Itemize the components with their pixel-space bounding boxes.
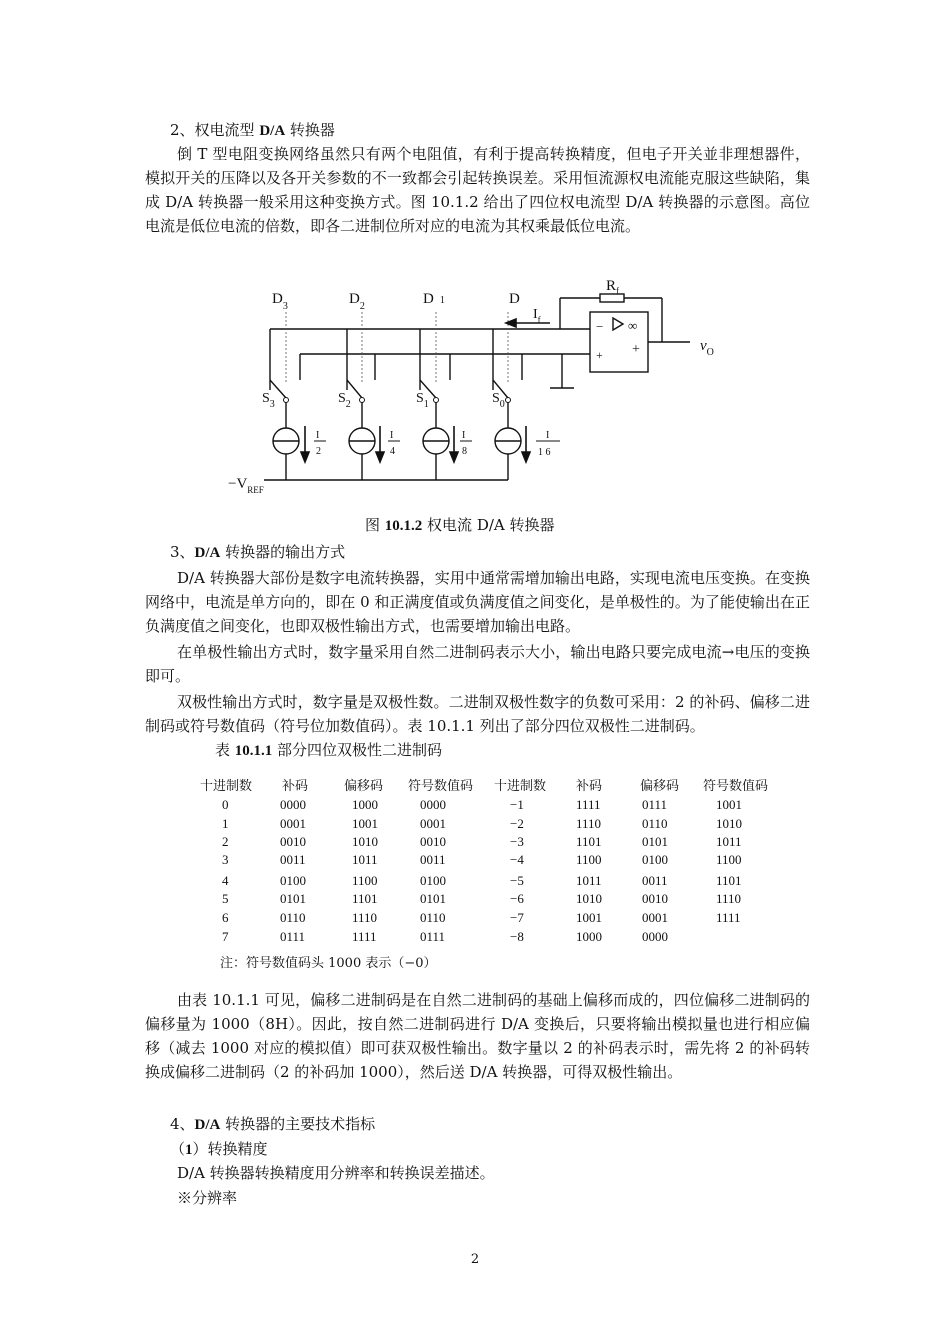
svg-text:8: 8 (462, 446, 467, 457)
table-cell: −7 (510, 910, 524, 925)
section-3-paragraph-3: 双极性输出方式时，数字量是双极性数。二进制双极性数字的负数可采用：2 的补码、偏移二进制码或符号数值码（符号位加数值码）。表 10.1.1 列出了部分四位双极性二进制码。 (145, 693, 810, 735)
table-cell: 0100 (280, 873, 306, 888)
table-cell: 0 (222, 797, 229, 812)
section-4-subheading: （1）转换精度 (170, 1140, 268, 1158)
svg-text:S3: $S_3$ (262, 391, 275, 410)
section-2-paragraph: 倒 T 型电阻变换网络虽然只有两个电阻值，有利于提高转换精度，但电子开关並非理想器件，模拟开关的压降以及各开关参数的不一致都会引起转换误差。采用恒流源权电流能克服这些缺陷，集成 D/A 转换器一般采用这种变换方式。图 10.1.2 给出了四位权电流型 D/A 转换器的示意图。高位电流是低位电流的倍数，即各二进制位所对应的电流为其权乘最低位电流。 (145, 145, 810, 235)
paragraph-after-table: 由表 10.1.1 可见，偏移二进制码是在自然二进制码的基础上偏移而成的，四位偏移二进制码的偏移量为 1000（8H）。因此，按自然二进制码进行 D/A 变换后，只要将输出模拟量也进行相应偏移（减去 1000 对应的模拟值）即可获双极性输出。数字量以 2 的补码表示时，需先将 2 的补码转换成偏移二进制码（2 的补码加 1000），然后送 D/A 转换器，可得双极性输出。 (145, 991, 810, 1081)
section-4-heading: 4、D/A 转换器的主要技术指标 (170, 1115, 376, 1133)
table-cell: 0101 (420, 891, 446, 906)
table-cell: 0011 (642, 873, 668, 888)
table-cell: 1101 (576, 834, 602, 849)
table-header-cell: 补码 (282, 778, 309, 793)
svg-text:4: 4 (390, 446, 395, 457)
table-cell: 1110 (576, 816, 602, 831)
table-cell: −6 (510, 891, 524, 906)
svg-text:If: $I_f$ (533, 307, 541, 325)
section-4-item: ※分辨率 (177, 1189, 238, 1207)
table-cell: −5 (510, 873, 524, 888)
svg-text:D2: $D_2$ (349, 291, 365, 312)
svg-text:I: I (546, 430, 550, 441)
table-cell: 0001 (420, 816, 446, 831)
table-cell: 1011 (352, 852, 378, 867)
table-cell: 0110 (642, 816, 668, 831)
table-header-cell: 符号数值码 (703, 778, 769, 793)
table-cell: 1001 (352, 816, 378, 831)
svg-text:+: + (596, 348, 603, 362)
table-cell: 1111 (576, 797, 601, 812)
weighted-current-dac-figure (220, 280, 740, 505)
svg-text:D3: $D_3$ (272, 291, 288, 312)
table-cell: 6 (222, 910, 229, 925)
table-cell: −1 (510, 797, 524, 812)
table-cell: 1000 (576, 929, 602, 944)
table-cell: 0110 (420, 910, 446, 925)
table-cell: 1011 (716, 834, 742, 849)
section-4-line: D/A 转换器转换精度用分辨率和转换误差描述。 (177, 1164, 495, 1182)
table-cell: 1100 (576, 852, 602, 867)
table-cell: 1000 (352, 797, 378, 812)
table-cell: 7 (222, 929, 229, 944)
table-cell: 0001 (642, 910, 668, 925)
section-2-heading: 2、权电流型 D/A 转换器 (170, 121, 335, 139)
table-cell: 0100 (642, 852, 668, 867)
table-header-cell: 偏移码 (344, 778, 384, 793)
table-caption: 表 10.1.1 部分四位双极性二进制码 (215, 741, 443, 759)
svg-text:D1: D 1 (423, 291, 445, 307)
table-cell: 0010 (420, 834, 446, 849)
svg-text:Rf: $R_f$ (606, 280, 620, 296)
table-cell: 1001 (716, 797, 742, 812)
table-note: 注：符号数值码头 1000 表示（−0） (220, 956, 437, 971)
table-cell: −2 (510, 816, 524, 831)
table-cell: 0101 (280, 891, 306, 906)
svg-text:S0: $S_0$ (492, 391, 505, 410)
table-cell: 0000 (420, 797, 446, 812)
table-cell: 1101 (716, 873, 742, 888)
table-cell: 0010 (280, 834, 306, 849)
table-cell: −3 (510, 834, 524, 849)
svg-text:1 6: 1 6 (538, 447, 551, 458)
svg-text:2: 2 (316, 446, 321, 457)
table-header-cell: 补码 (576, 778, 603, 793)
table-cell: 1001 (576, 910, 602, 925)
table-header-cell: 十进制数 (200, 778, 253, 793)
table-cell: 0000 (280, 797, 306, 812)
table-cell: 1 (222, 816, 229, 831)
table-header-cell: 符号数值码 (408, 778, 474, 793)
table-cell: 1101 (352, 891, 378, 906)
svg-text:D: D (509, 291, 520, 307)
table-cell: 0010 (642, 891, 668, 906)
table-cell: 4 (222, 873, 229, 888)
figure-caption: 图 10.1.2 权电流 D/A 转换器 (365, 516, 555, 534)
svg-text:S2: $S_2$ (338, 391, 351, 410)
table-header-cell: 偏移码 (640, 778, 680, 793)
table-cell: 0111 (642, 797, 668, 812)
svg-text:−VREF: $-V_{REF}$ (228, 476, 264, 495)
table-cell: −8 (510, 929, 524, 944)
table-cell: 1110 (716, 891, 742, 906)
table-cell: 0100 (420, 873, 446, 888)
table-cell: 0011 (280, 852, 306, 867)
table-cell: 0110 (280, 910, 306, 925)
svg-text:+: + (632, 342, 640, 357)
table-cell: −4 (510, 852, 524, 867)
table-cell: 0001 (280, 816, 306, 831)
table-cell: 1100 (352, 873, 378, 888)
section-3-heading: 3、D/A 转换器的输出方式 (170, 543, 346, 561)
svg-text:I: I (462, 430, 466, 441)
table-cell: 5 (222, 891, 229, 906)
table-cell: 0111 (420, 929, 446, 944)
table-cell: 0000 (642, 929, 668, 944)
table-header-cell: 十进制数 (494, 778, 547, 793)
table-cell: 1111 (352, 929, 377, 944)
table-cell: 1010 (716, 816, 742, 831)
svg-text:I: I (316, 430, 320, 441)
svg-text:vO: $v_O$ (700, 338, 714, 358)
table-cell: 1010 (352, 834, 378, 849)
table-cell: 1110 (352, 910, 378, 925)
svg-text:∞: ∞ (628, 318, 638, 333)
section-3-paragraph-1: D/A 转换器大部份是数字电流转换器，实用中通常需增加输出电路，实现电流电压变换。在变换网络中，电流是单方向的，即在 0 和正满度值或负满度值之间变化，是单极性的。为了能使输出在正负满度值之间变化，也即双极性输出方式，也需要增加输出电路。 (145, 569, 810, 635)
table-cell: 2 (222, 834, 229, 849)
table-cell: 1010 (576, 891, 602, 906)
table-cell: 1100 (716, 852, 742, 867)
svg-text:S1: $S_1$ (416, 391, 429, 410)
svg-text:−: − (596, 319, 604, 334)
table-cell: 0011 (420, 852, 446, 867)
table-cell: 0111 (280, 929, 306, 944)
table-cell: 1111 (716, 910, 741, 925)
table-cell: 3 (222, 852, 229, 867)
table-cell: 0101 (642, 834, 668, 849)
table-cell: 1011 (576, 873, 602, 888)
svg-text:I: I (390, 430, 394, 441)
section-3-paragraph-2: 在单极性输出方式时，数字量采用自然二进制码表示大小，输出电路只要完成电流→电压的变换即可。 (145, 643, 810, 685)
page-number: 2 (470, 1252, 480, 1267)
